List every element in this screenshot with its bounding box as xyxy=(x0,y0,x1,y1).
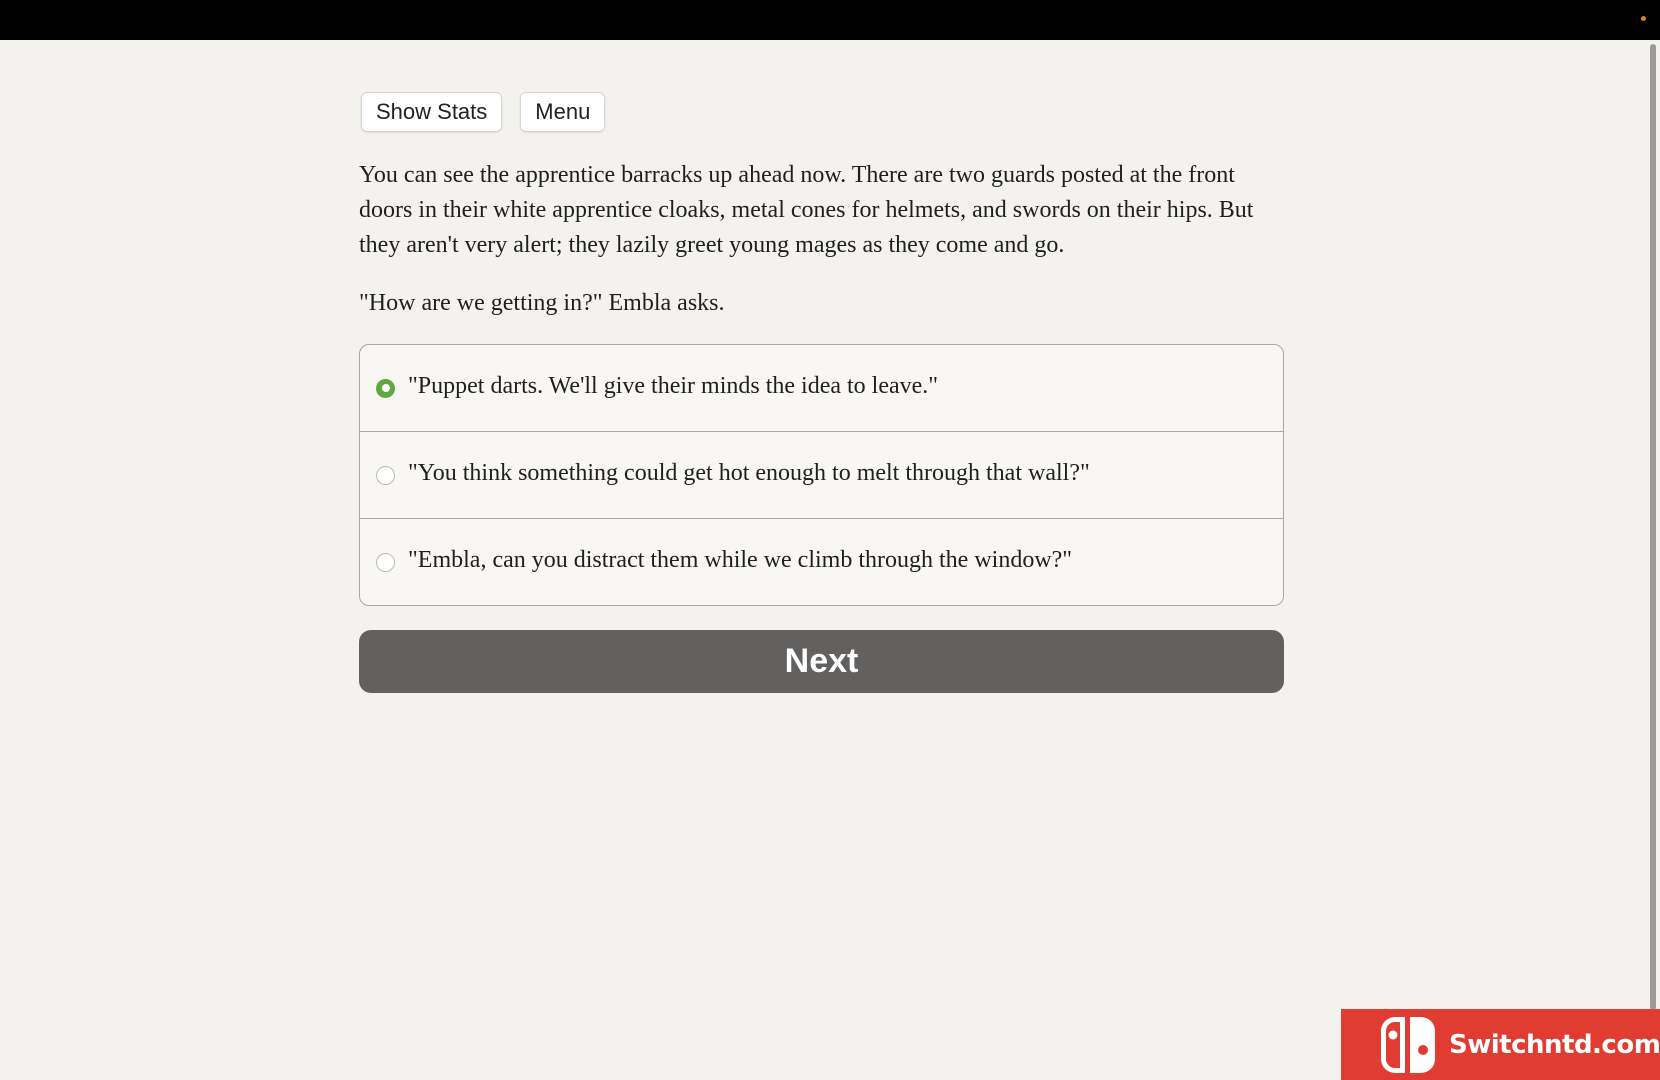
story-paragraph: You can see the apprentice barracks up ahead now. There are two guards posted at the front doors in their white apprentice cloaks, metal cones for helmets, and swords on their hips. But they aren't very alert; they lazily greet young mages as they come and go. xyxy=(359,162,1254,258)
nintendo-switch-logo-icon xyxy=(1379,1015,1437,1075)
choice-label: "Embla, can you distract them while we climb through the window?" xyxy=(408,547,1073,573)
watermark-text: Switchntd.com xyxy=(1449,1029,1660,1060)
story-text xyxy=(359,158,1284,321)
choice-label: "You think something could get hot enough to melt through that wall?" xyxy=(408,460,1090,486)
choice-option-2[interactable] xyxy=(360,431,1283,518)
choice-list xyxy=(359,344,1284,606)
radio-unselected-icon[interactable] xyxy=(376,553,395,572)
scrollbar[interactable] xyxy=(1650,44,1656,1010)
next-button[interactable]: Next xyxy=(359,630,1284,693)
game-page xyxy=(359,92,1284,693)
choice-option-3[interactable] xyxy=(360,518,1283,605)
show-stats-button[interactable]: Show Stats xyxy=(361,92,502,132)
radio-unselected-icon[interactable] xyxy=(376,466,395,485)
choice-option-1[interactable] xyxy=(360,345,1283,431)
top-bar xyxy=(0,0,1660,40)
watermark-banner xyxy=(1341,1009,1660,1080)
choice-label: "Puppet darts. We'll give their minds the idea to leave." xyxy=(408,373,939,399)
status-dot xyxy=(1641,16,1646,21)
radio-selected-icon[interactable] xyxy=(376,379,395,398)
story-paragraph: "How are we getting in?" Embla asks. xyxy=(359,290,725,316)
menu-button[interactable]: Menu xyxy=(520,92,605,132)
top-button-row xyxy=(361,92,1284,132)
